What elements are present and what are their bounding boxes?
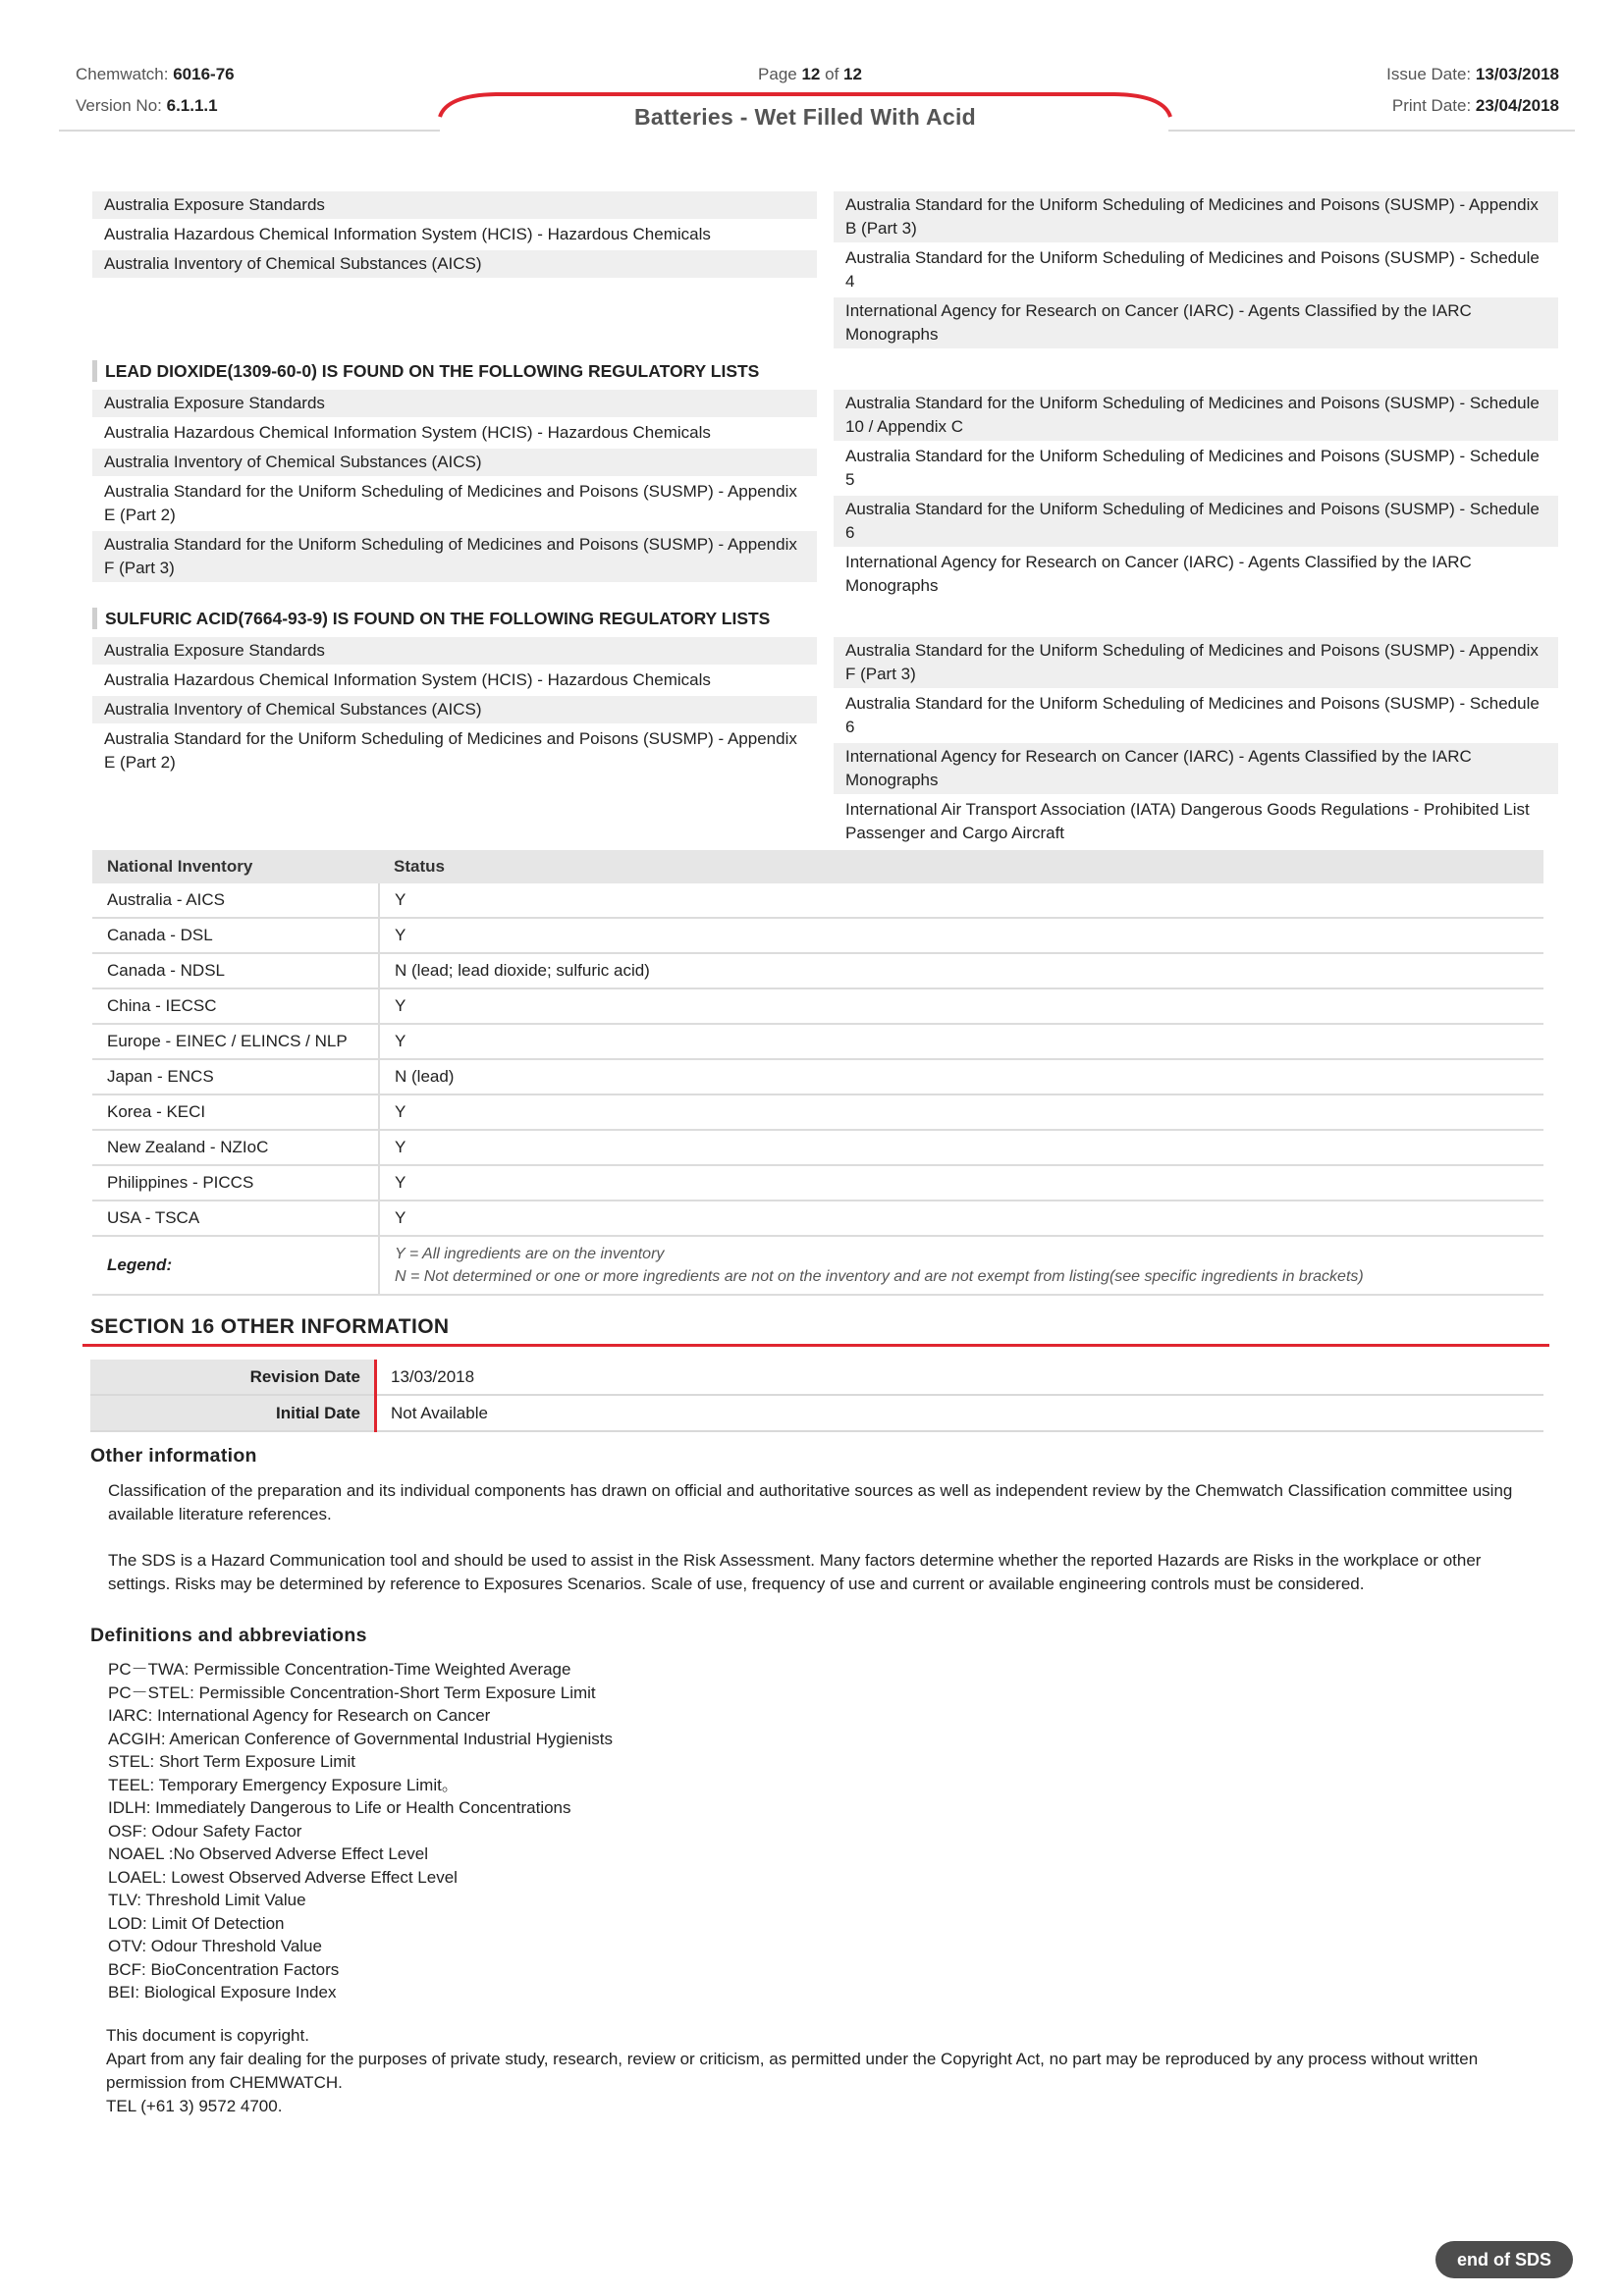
list-item: Australia Exposure Standards (92, 191, 817, 219)
reg-list-1-left (92, 191, 817, 280)
list-item: LOD: Limit Of Detection (108, 1913, 285, 1933)
list-item: Australia Standard for the Uniform Scheduling of Medicines and Poisons (SUSMP) - Appendix B (Part 3) (834, 191, 1558, 242)
other-information-title: Other information (90, 1445, 257, 1467)
section-16-rule (82, 1344, 1549, 1347)
issue-date: Issue Date: 13/03/2018 (1386, 65, 1559, 83)
list-item: OSF: Odour Safety Factor (108, 1821, 302, 1841)
national-inventory-table (92, 850, 1543, 1296)
inventory-status: Y (379, 918, 1543, 953)
inventory-name: Europe - EINEC / ELINCS / NLP (92, 1024, 379, 1059)
list-item: International Agency for Research on Cancer (IARC) - Agents Classified by the IARC Monographs (834, 297, 1558, 348)
list-item: Australia Exposure Standards (92, 637, 817, 665)
inventory-status: Y (379, 988, 1543, 1024)
list-item: Australia Hazardous Chemical Information System (HCIS) - Hazardous Chemicals (104, 225, 711, 243)
list-item: International Agency for Research on Cancer (IARC) - Agents Classified by the IARC Monographs (834, 743, 1558, 794)
reg-list-2-left (92, 390, 817, 584)
list-item: STEL: Short Term Exposure Limit (108, 1752, 355, 1771)
table-header-row (92, 850, 1543, 883)
initial-date-value: Not Available (376, 1395, 1544, 1431)
list-item: Australia Standard for the Uniform Scheduling of Medicines and Poisons (SUSMP) - Schedule 6 (845, 694, 1540, 736)
copyright-phone: TEL (+61 3) 9572 4700. (106, 2097, 283, 2115)
table-row (92, 1130, 1543, 1165)
inventory-status: Y (379, 1165, 1543, 1201)
legend-text (379, 1236, 1543, 1295)
list-item: TEEL: Temporary Emergency Exposure Limit。 (108, 1775, 459, 1794)
list-item: Australia Standard for the Uniform Scheduling of Medicines and Poisons (SUSMP) - Schedule 4 (845, 248, 1540, 291)
legend-row (92, 1236, 1543, 1295)
list-item: Australia Standard for the Uniform Scheduling of Medicines and Poisons (SUSMP) - Schedule 10 / Appendix C (834, 390, 1558, 441)
inventory-name: Philippines - PICCS (92, 1165, 379, 1201)
list-item: Australia Standard for the Uniform Scheduling of Medicines and Poisons (SUSMP) - Appendix E (Part 2) (104, 482, 797, 524)
inventory-status: Y (379, 1201, 1543, 1236)
inventory-status: Y (379, 1024, 1543, 1059)
reg-list-1-right (834, 191, 1558, 350)
list-item: BEI: Biological Exposure Index (108, 1983, 337, 2002)
list-item: IARC: International Agency for Research on Cancer (108, 1706, 491, 1725)
copyright-line: This document is copyright. (106, 2026, 309, 2045)
table-row (92, 1024, 1543, 1059)
list-item: Australia Exposure Standards (92, 390, 817, 417)
table-row (92, 1095, 1543, 1130)
sulfuric-acid-heading: SULFURIC ACID(7664-93-9) IS FOUND ON THE FOLLOWING REGULATORY LISTS (92, 608, 770, 629)
list-item: Australia Inventory of Chemical Substances (AICS) (92, 696, 817, 723)
inventory-name: Canada - NDSL (92, 953, 379, 988)
inventory-status: N (lead) (379, 1059, 1543, 1095)
list-item: Australia Standard for the Uniform Scheduling of Medicines and Poisons (SUSMP) - Appendix E (Part 2) (104, 729, 797, 772)
list-item: PC－STEL: Permissible Concentration-Short Term Exposure Limit (108, 1682, 596, 1702)
list-item: ACGIH: American Conference of Governmental Industrial Hygienists (108, 1729, 614, 1748)
list-item: IDLH: Immediately Dangerous to Life or Health Concentrations (108, 1798, 571, 1817)
table-row (92, 988, 1543, 1024)
header-divider-right (1168, 130, 1575, 132)
inventory-name: Korea - KECI (92, 1095, 379, 1130)
page-indicator: Page 12 of 12 (758, 65, 862, 83)
table-row (92, 1201, 1543, 1236)
revision-date-label: Revision Date (90, 1360, 376, 1395)
inventory-status: Y (379, 883, 1543, 918)
other-information-paragraph-2: The SDS is a Hazard Communication tool and should be used to assist in the Risk Assessment. Many factors determine whether the reported Hazards are Risks in the workplace or other settings. Risks may be determined by reference to Exposures Scenarios. Scale of use, frequency of use and current or available engineering controls must be considered. (108, 1551, 1482, 1593)
column-header-inventory: National Inventory (92, 850, 379, 883)
lead-dioxide-heading: LEAD DIOXIDE(1309-60-0) IS FOUND ON THE FOLLOWING REGULATORY LISTS (92, 360, 759, 382)
table-row (92, 918, 1543, 953)
table-row (92, 1165, 1543, 1201)
print-date: Print Date: 23/04/2018 (1391, 96, 1559, 115)
table-row (90, 1360, 1543, 1395)
end-of-sds-badge: end of SDS (1435, 2241, 1573, 2278)
inventory-status: Y (379, 1130, 1543, 1165)
list-item: BCF: BioConcentration Factors (108, 1959, 340, 1979)
chemwatch-number: Chemwatch: 6016-76 (76, 65, 235, 83)
definitions-list (108, 1658, 992, 2004)
list-item: Australia Inventory of Chemical Substances (AICS) (92, 250, 817, 278)
definitions-title: Definitions and abbreviations (90, 1625, 367, 1646)
header-divider-left (59, 130, 440, 132)
document-title: Batteries - Wet Filled With Acid (633, 104, 977, 130)
reg-list-3-right (834, 637, 1558, 849)
section-16-title: SECTION 16 OTHER INFORMATION (90, 1315, 450, 1338)
legend-line-no: N = Not determined or one or more ingredients are not on the inventory and are not exempt from listing(see specific ingredients in brackets) (395, 1268, 1364, 1285)
list-item: OTV: Odour Threshold Value (108, 1937, 322, 1955)
list-item: Australia Standard for the Uniform Scheduling of Medicines and Poisons (SUSMP) - Appendix F (Part 3) (834, 637, 1558, 688)
inventory-name: USA - TSCA (92, 1201, 379, 1236)
copyright-line: Apart from any fair dealing for the purposes of private study, research, review or criticism, as permitted under the Copyright Act, no part may be reproduced by any process without written permission from CHEMWATCH. (106, 2050, 1479, 2092)
list-item: TLV: Threshold Limit Value (108, 1891, 306, 1909)
list-item: PC－TWA: Permissible Concentration-Time Weighted Average (108, 1660, 571, 1679)
list-item: International Air Transport Association (IATA) Dangerous Goods Regulations - Prohibited List Passenger and Cargo Aircraft (845, 800, 1530, 842)
list-item: NOAEL :No Observed Adverse Effect Level (108, 1844, 428, 1863)
list-item: International Agency for Research on Cancer (IARC) - Agents Classified by the IARC Monographs (845, 553, 1472, 595)
list-item: Australia Standard for the Uniform Scheduling of Medicines and Poisons (SUSMP) - Appendix F (Part 3) (92, 531, 817, 582)
revision-date-value: 13/03/2018 (376, 1360, 1544, 1395)
table-row (90, 1395, 1543, 1431)
legend-label: Legend: (92, 1236, 379, 1295)
inventory-status: Y (379, 1095, 1543, 1130)
list-item: Australia Standard for the Uniform Scheduling of Medicines and Poisons (SUSMP) - Schedule 6 (834, 496, 1558, 547)
copyright-block (106, 2024, 1520, 2118)
list-item: Australia Hazardous Chemical Information System (HCIS) - Hazardous Chemicals (104, 670, 711, 689)
reg-list-3-left (92, 637, 817, 778)
revision-table (90, 1360, 1543, 1432)
inventory-status: N (lead; lead dioxide; sulfuric acid) (379, 953, 1543, 988)
table-row (92, 1059, 1543, 1095)
inventory-name: Japan - ENCS (92, 1059, 379, 1095)
list-item: Australia Standard for the Uniform Scheduling of Medicines and Poisons (SUSMP) - Schedule 5 (845, 447, 1540, 489)
other-information-paragraph-1: Classification of the preparation and its individual components has drawn on official and authoritative sources as well as independent review by the Chemwatch Classification committee using available literature references. (108, 1481, 1513, 1523)
list-item: LOAEL: Lowest Observed Adverse Effect Level (108, 1867, 458, 1887)
reg-list-2-right (834, 390, 1558, 602)
table-row (92, 953, 1543, 988)
initial-date-label: Initial Date (90, 1395, 376, 1431)
version-number: Version No: 6.1.1.1 (76, 96, 218, 115)
inventory-name: China - IECSC (92, 988, 379, 1024)
inventory-name: Canada - DSL (92, 918, 379, 953)
list-item: Australia Hazardous Chemical Information System (HCIS) - Hazardous Chemicals (104, 423, 711, 442)
inventory-name: New Zealand - NZIoC (92, 1130, 379, 1165)
list-item: Australia Inventory of Chemical Substances (AICS) (92, 449, 817, 476)
legend-line-yes: Y = All ingredients are on the inventory (395, 1246, 665, 1262)
column-header-status: Status (379, 850, 1543, 883)
inventory-name: Australia - AICS (92, 883, 379, 918)
table-row (92, 883, 1543, 918)
